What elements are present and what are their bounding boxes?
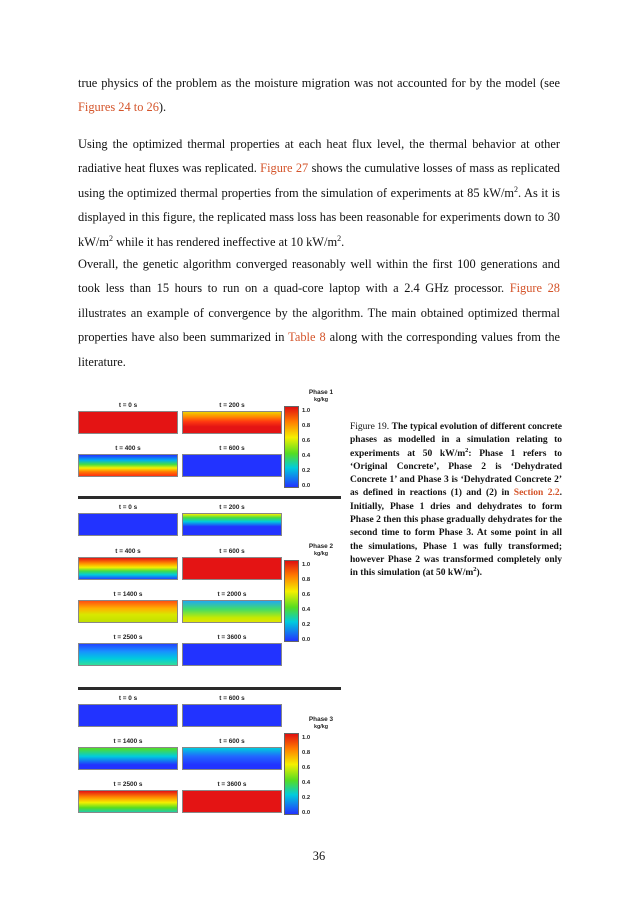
colorbar-tick: 0.8 [302, 423, 311, 429]
colorbar-tick: 0.4 [302, 607, 311, 613]
phase3-colorbar [284, 733, 299, 815]
phase2-panel-t2000 [182, 600, 282, 623]
panel-time-label: t = 3600 s [217, 634, 247, 641]
panel-time-label: t = 0 s [118, 402, 138, 409]
superscript: 2 [337, 233, 342, 243]
caption-label: Figure 19. [350, 422, 392, 432]
phase3-panel-t600b [182, 747, 282, 770]
colorbar-title [302, 716, 340, 731]
panel-time-label: t = 600 s [219, 738, 245, 745]
panel-time-label: t = 1400 s [113, 738, 143, 745]
colorbar-unit: kg/kg [313, 724, 329, 730]
colorbar-tick: 0.0 [302, 483, 311, 489]
colorbar-tick: 0.2 [302, 795, 311, 801]
panel-time-label: t = 400 s [115, 445, 141, 452]
superscript: 2 [473, 566, 477, 574]
cross-reference-link[interactable]: Figure 27 [260, 161, 309, 176]
colorbar-unit: kg/kg [313, 551, 329, 557]
colorbar-title-text: Phase 3 [308, 716, 334, 723]
colorbar-title [302, 389, 340, 404]
colorbar-title [302, 543, 340, 558]
phase1-colorbar [284, 406, 299, 488]
text-run: shows the cumulative losses of mass as replicated using the optimized thermal properties from the simulation of experiments at 85 kW/m [78, 161, 561, 200]
text-run: true physics of the problem as the moisture migration was not accounted for by the model (see [78, 76, 560, 90]
colorbar-tick: 0.6 [302, 438, 311, 444]
paragraph-3 [78, 252, 560, 374]
figure-19 [78, 384, 341, 822]
phase3-panel-t2500 [78, 790, 178, 813]
text-run: ). [476, 568, 483, 579]
panel-time-label: t = 200 s [219, 504, 245, 511]
text-run: Overall, the genetic algorithm converged reasonably well within the first 100 generations and took less than 15 hours to run on a quad-core laptop with a 2.4 GHz processor. [78, 257, 560, 296]
colorbar-tick: 0.2 [302, 622, 311, 628]
colorbar-tick: 0.4 [302, 453, 311, 459]
panel-time-label: t = 2500 s [113, 634, 143, 641]
phase1-panel-t200 [182, 411, 282, 434]
panel-time-label: t = 200 s [219, 402, 245, 409]
panel-time-label: t = 600 s [219, 695, 245, 702]
text-run: : Phase 1 refers to ‘Original Concrete’, Phase 2 is ‘Dehydrated Concrete 1’ and Phase 3 is ‘Dehydrated Concrete 2’ as defined in reactions (1) and (2) in [350, 448, 562, 499]
colorbar-tick: 0.2 [302, 468, 311, 474]
panel-time-label: t = 400 s [115, 548, 141, 555]
colorbar-tick: 0.0 [302, 637, 311, 643]
colorbar-tick: 1.0 [302, 408, 311, 414]
phase2-colorbar [284, 560, 299, 642]
panel-time-label: t = 0 s [118, 695, 138, 702]
colorbar-title-text: Phase 1 [308, 389, 334, 396]
phase-separator [78, 496, 341, 499]
cross-reference-link[interactable]: Table 8 [288, 330, 326, 345]
text-run: . Initially, Phase 1 dries and dehydrates to form Phase 2 then this phase gradually dehydrates for the second time to form Phase 3. At some point in all the simulations, Phase 1 was fully transformed; however Phase 2 was transformed completely only in this simulation (at 50 kW/m [350, 488, 563, 579]
phase2-panel-t1400 [78, 600, 178, 623]
phase1-panel-t600 [182, 454, 282, 477]
paragraph-2 [78, 132, 560, 254]
panel-time-label: t = 1400 s [113, 591, 143, 598]
paragraph-1 [78, 71, 560, 120]
colorbar-unit: kg/kg [313, 397, 329, 403]
phase2-panel-t200 [182, 513, 282, 536]
text-run: along with the corresponding values from the literature. [78, 330, 561, 369]
colorbar-tick: 0.8 [302, 577, 311, 583]
phase2-panel-t600 [182, 557, 282, 580]
cross-reference-link[interactable]: Figure 28 [509, 281, 560, 296]
phase1-panel-t400 [78, 454, 178, 477]
colorbar-tick: 0.8 [302, 750, 311, 756]
text-run: The typical evolution of different concrete phases as modelled in a simulation relating to experiments at 50 kW/m [350, 422, 562, 459]
colorbar-tick: 1.0 [302, 562, 311, 568]
colorbar-tick: 0.4 [302, 780, 311, 786]
panel-time-label: t = 600 s [219, 445, 245, 452]
panel-time-label: t = 2500 s [113, 781, 143, 788]
colorbar-title-text: Phase 2 [308, 543, 334, 550]
text-run: while it has rendered ineffective at 10 kW/m [112, 234, 338, 249]
text-run: ). [158, 100, 167, 115]
page-number: 36 [312, 849, 326, 863]
superscript: 2 [514, 184, 519, 194]
superscript: 2 [108, 233, 113, 243]
superscript: 2 [465, 446, 469, 454]
text-run: . As it is displayed in this figure, the replicated mass loss has been reasonable for experiments down to 30 kW/m [78, 185, 560, 249]
text-run: illustrates an example of convergence by the algorithm. The main obtained optimized thermal properties have also been summarized in [78, 305, 560, 345]
figure-caption [350, 421, 562, 581]
panel-time-label: t = 3600 s [217, 781, 247, 788]
colorbar-tick: 1.0 [302, 735, 311, 741]
phase3-panel-t3600 [182, 790, 282, 813]
panel-time-label: t = 600 s [219, 548, 245, 555]
colorbar-tick: 0.6 [302, 765, 311, 771]
phase2-panel-t2500 [78, 643, 178, 666]
colorbar-tick: 0.6 [302, 592, 311, 598]
phase1-panel-t0 [78, 411, 178, 434]
cross-reference-link[interactable]: Figures 24 to 26 [78, 100, 159, 115]
panel-time-label: t = 0 s [118, 504, 138, 511]
text-run: Using the optimized thermal properties at each heat flux level, the thermal behavior at other radiative heat fluxes was replicated. [78, 137, 560, 176]
phase-separator [78, 687, 341, 690]
phase2-panel-t0 [78, 513, 178, 536]
cross-reference-link[interactable]: Section 2.2 [513, 488, 560, 499]
colorbar-tick: 0.0 [302, 810, 311, 816]
text-run: . [341, 234, 345, 249]
phase2-panel-t3600 [182, 643, 282, 666]
phase2-panel-t400 [78, 557, 178, 580]
phase3-panel-t0 [78, 704, 178, 727]
panel-time-label: t = 2000 s [217, 591, 247, 598]
phase3-panel-t600a [182, 704, 282, 727]
phase3-panel-t1400 [78, 747, 178, 770]
